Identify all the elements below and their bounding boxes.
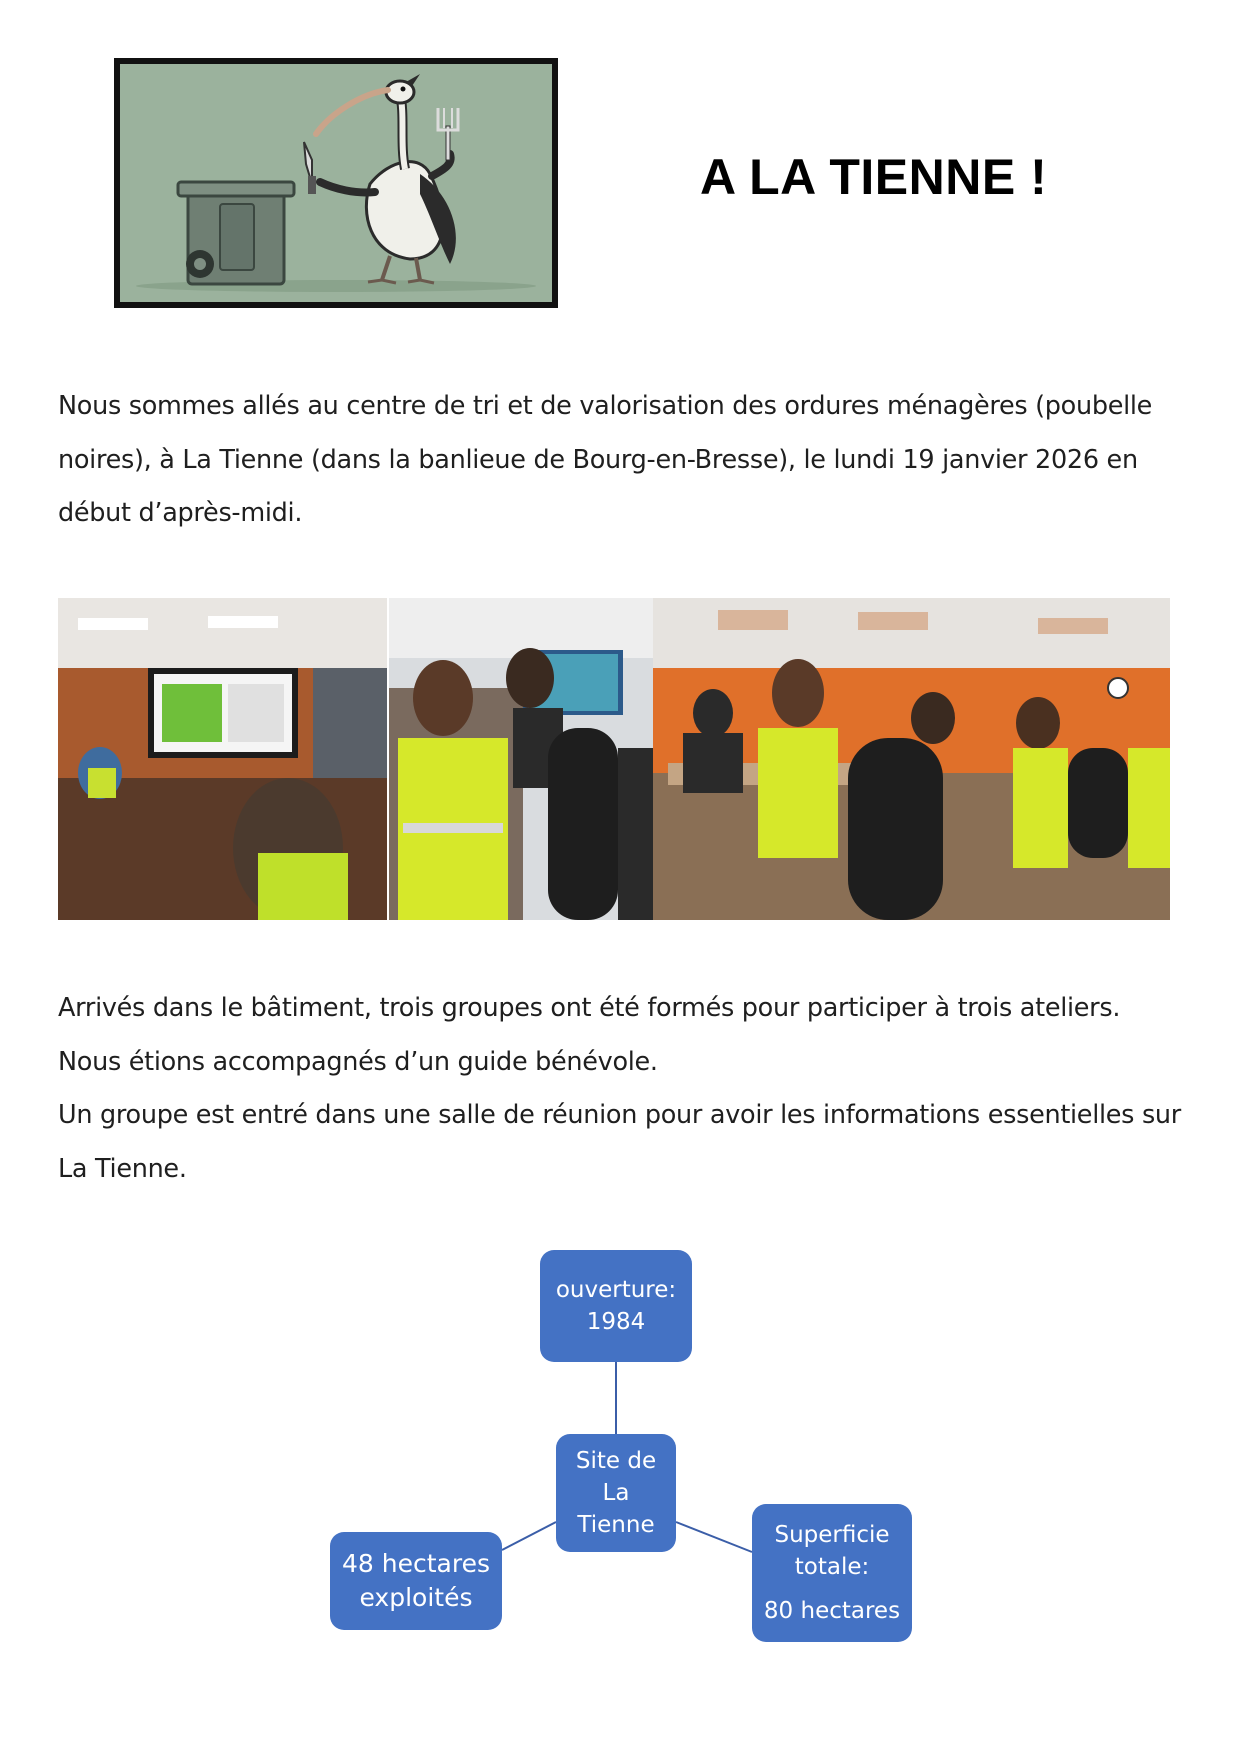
header-illustration [114, 58, 558, 308]
heron-with-knife-and-fork-beside-trash-bin-icon [120, 64, 552, 302]
body-line-workshops: Arrivés dans le bâtiment, trois groupes ont été formés pour participer à trois ateliers. Nous étions accompagnés d’un guide bénévole. [58, 993, 1121, 1077]
diagram-node-total-area [752, 1504, 912, 1642]
diagram-node-exploited [330, 1532, 502, 1630]
node-opening-label: ouverture: [555, 1277, 677, 1303]
page-title: A LA TIENNE ! [700, 149, 1048, 205]
node-site-line2: La [602, 1480, 630, 1506]
diagram-node-opening [540, 1250, 692, 1362]
node-exploited-line2: exploités [359, 1583, 473, 1612]
body-paragraph [58, 982, 1188, 1196]
intro-paragraph: Nous sommes allés au centre de tri et de valorisation des ordures ménagères (poubelle noires), à La Tienne (dans la banlieue de Bourg-en-Bresse), le lundi 19 janvier 2026 en début d’après-midi. [58, 391, 1153, 528]
node-area-line1: Superficie [774, 1522, 890, 1548]
node-opening-year: 1984 [586, 1309, 646, 1335]
body-line-meeting-room: Un groupe est entré dans une salle de réunion pour avoir les informations essentielles sur La Tienne. [58, 1100, 1181, 1184]
node-exploited-line1: 48 hectares [342, 1549, 490, 1578]
node-site-line3: Tienne [577, 1512, 655, 1538]
site-facts-diagram [320, 1250, 920, 1650]
node-site-line1: Site de [575, 1448, 657, 1474]
students-in-meeting-room-photo-icon [58, 598, 1170, 920]
node-area-line3: 80 hectares [763, 1598, 901, 1624]
visit-photo-collage [58, 598, 1170, 920]
diagram-node-site [556, 1434, 676, 1552]
node-area-line2: totale: [794, 1554, 870, 1580]
